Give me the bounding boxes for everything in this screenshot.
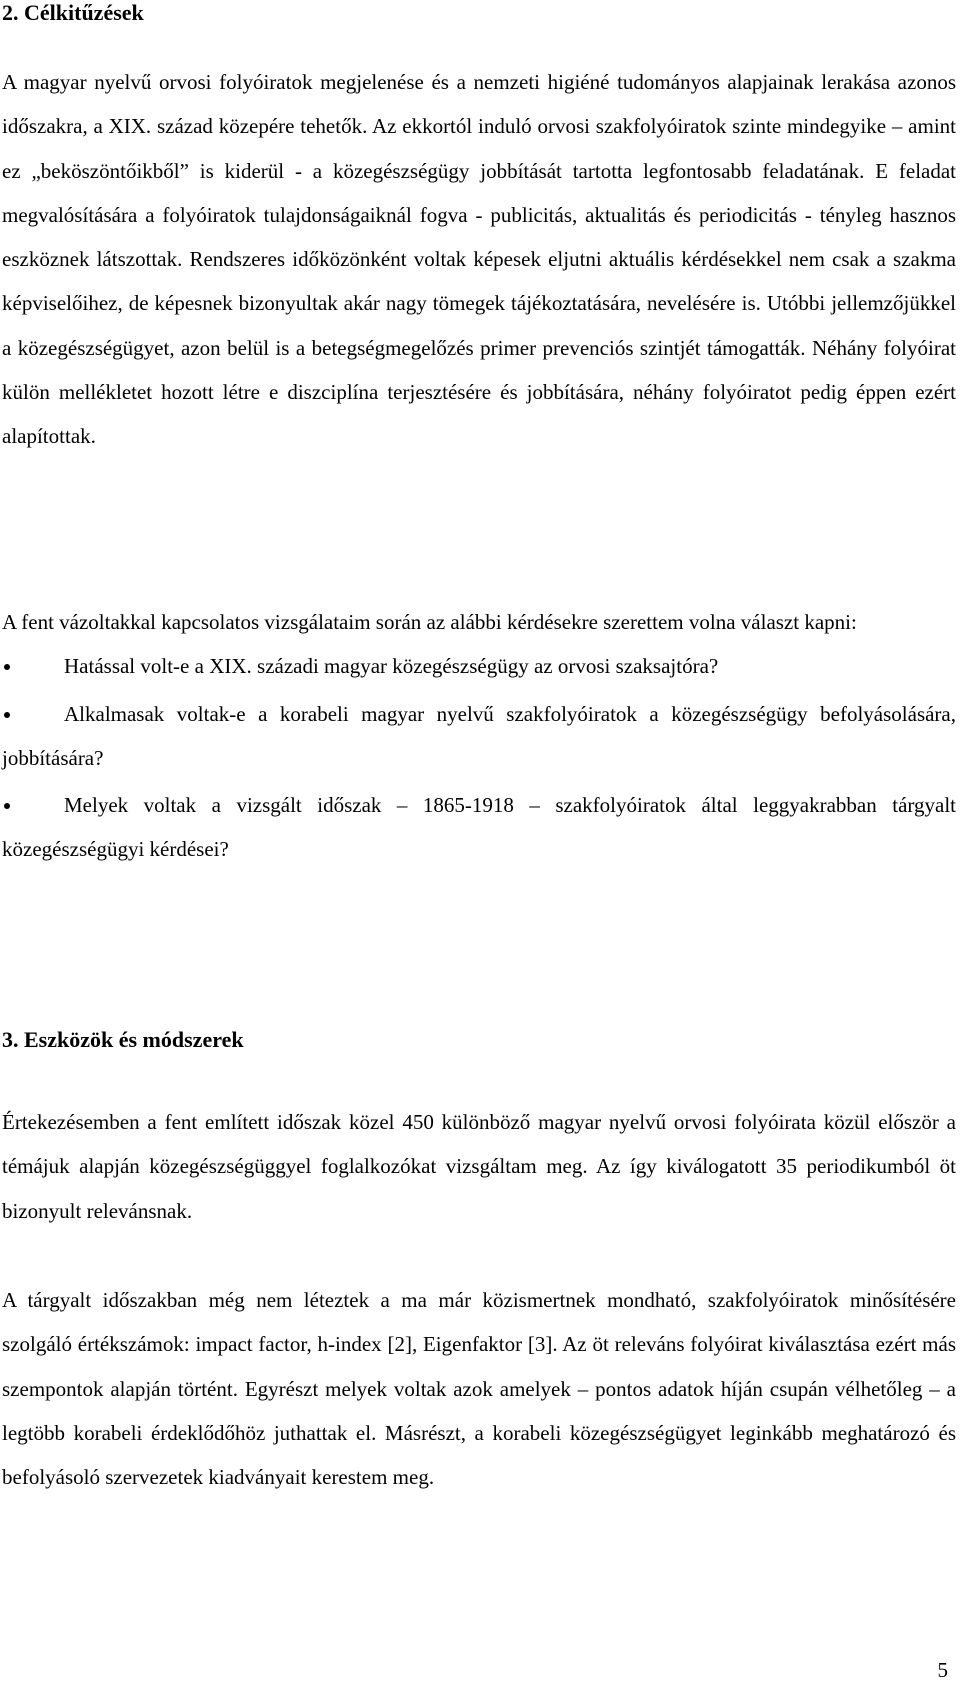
research-questions-block <box>2 600 956 872</box>
objectives-intro-block <box>2 60 956 459</box>
list-item <box>2 783 956 872</box>
bullet-icon <box>4 803 10 809</box>
research-questions-list <box>2 644 956 871</box>
bullet-icon <box>4 664 10 670</box>
question-text: Melyek voltak a vizsgált időszak – 1865-1918 – szakfolyóiratok által leggyakrabban tárgyalt közegészségügyi kérdései? <box>2 793 956 862</box>
bullet-icon <box>4 712 10 718</box>
section-heading-methods: 3. Eszközök és módszerek <box>2 1027 244 1052</box>
selection-block <box>2 1278 956 1499</box>
objectives-paragraph: A magyar nyelvű orvosi folyóiratok megjelenése és a nemzeti higiéné tudományos alapjainak lerakása azonos időszakra, a XIX. század közepére tehetők. Az ekkortól induló orvosi szakfolyóiratok szinte mindegyike – amint ez „beköszöntőikből” is kiderül - a közegészségügy jobbítását tartotta legfontosabb feladatának. E feladat megvalósítására a folyóiratok tulajdonságaiknál fogva - publicitás, aktualitás és periodicitás - tényleg hasznos eszköznek látszottak. Rendszeres időközönként voltak képesek eljutni aktuális kérdésekkel nem csak a szakma képviselőihez, de képesnek bizonyultak akár nagy tömegek tájékoztatására, nevelésére is. Utóbbi jellemzőjükkel a közegészségügyet, azon belül is a betegségmegelőzés primer prevenciós szintjét támogatták. Néhány folyóirat külön mellékletet hozott létre e diszciplína terjesztésére és jobbítására, néhány folyóiratot pedig éppen ezért alapítottak. <box>2 70 956 449</box>
methods-paragraph: Értekezésemben a fent említett időszak közel 450 különböző magyar nyelvű orvosi folyóirata közül először a témájuk alapján közegészségüggyel foglalkozókat vizsgáltam meg. Az így kiválogatott 35 periodikumból öt bizonyult relevánsnak. <box>2 1110 956 1223</box>
question-text: Hatással volt-e a XIX. századi magyar közegészségügy az orvosi szaksajtóra? <box>64 654 719 679</box>
list-item <box>2 692 956 781</box>
question-text: Alkalmasak voltak-e a korabeli magyar nyelvű szakfolyóiratok a közegészségügy befolyásolására, jobbítására? <box>2 701 956 770</box>
questions-intro-paragraph: A fent vázoltakkal kapcsolatos vizsgálataim során az alábbi kérdésekre szerettem volna választ kapni: <box>2 610 857 634</box>
selection-paragraph: A tárgyalt időszakban még nem léteztek a ma már közismertnek mondható, szakfolyóiratok minősítésére szolgáló értékszámok: impact factor, h-index [2], Eigenfaktor [3]. Az öt releváns folyóirat kiválasztása ezért más szempontok alapján történt. Egyrészt melyek voltak azok amelyek – pontos adatok híján csupán vélhetőleg – a legtöbb korabeli érdeklődőhöz juthattak el. Másrészt, a korabeli közegészségügyet leginkább meghatározó és befolyásoló szervezetek kiadványait kerestem meg. <box>2 1288 956 1490</box>
section-heading-objectives: 2. Célkitűzések <box>2 0 144 25</box>
page-number: 5 <box>937 1658 948 1682</box>
methods-block <box>2 1100 956 1233</box>
list-item <box>2 644 956 688</box>
